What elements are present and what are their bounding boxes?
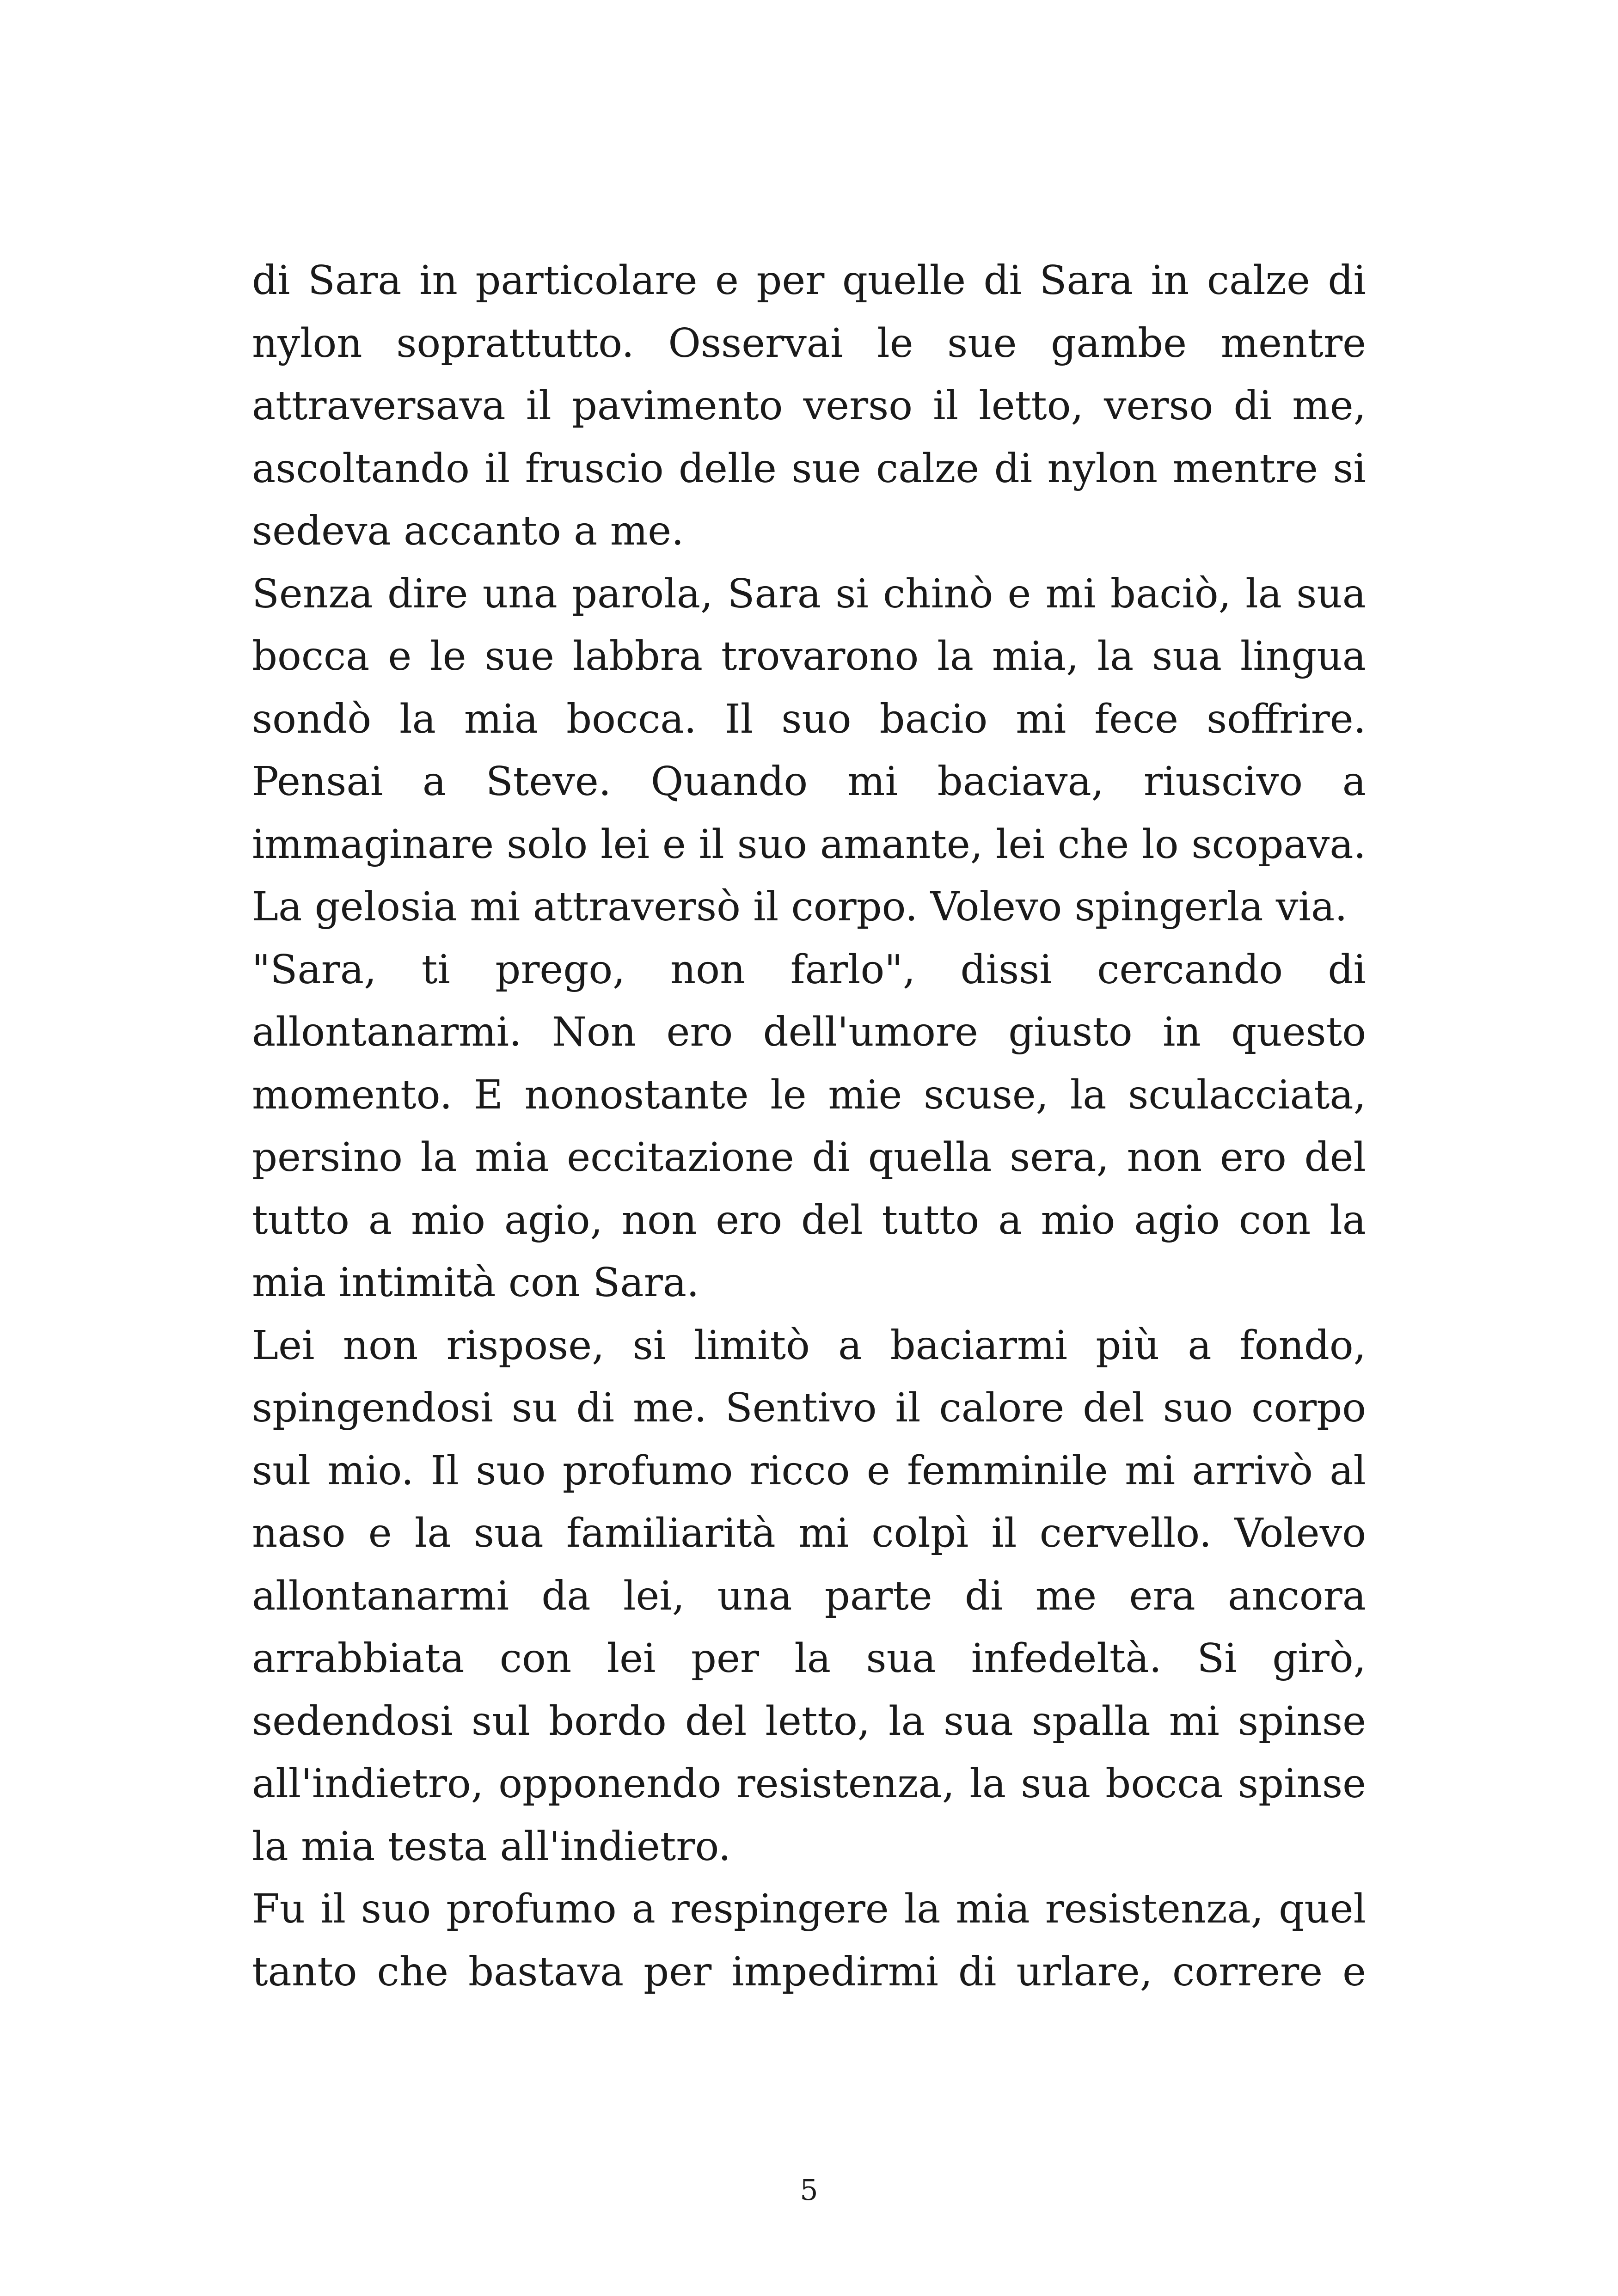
- paragraph-3: "Sara, ti prego, non farlo", dissi cercando di allontanarmi. Non ero dell'umore giusto in questo momento. E nonostante le mie scuse, la sculacciata, persino la mia eccitazione di quella sera, non ero del tutto a mio agio, non ero del tutto a mio agio con la mia intimità con Sara.: [252, 946, 1366, 1306]
- paragraph-5: Fu il suo profumo a respingere la mia resistenza, quel tanto che bastava per impedirmi di urlare, correre e: [252, 1886, 1366, 1995]
- page-number: 5: [800, 2173, 818, 2207]
- paragraph-4: Lei non rispose, si limitò a baciarmi più a fondo, spingendosi su di me. Sentivo il calore del suo corpo sul mio. Il suo profumo ricco e femminile mi arrivò al naso e la sua familiarità mi colpì il cervello. Volevo allontanarmi da lei, una parte di me era ancora arrabbiata con lei per la sua infedeltà. Si girò, sedendosi sul bordo del letto, la sua spalla mi spinse all'indietro, opponendo resistenza, la sua bocca spinse la mia testa all'indietro.: [252, 1322, 1366, 1870]
- paragraph-1: di Sara in particolare e per quelle di Sara in calze di nylon soprattutto. Osservai le sue gambe mentre attraversava il pavimento verso il letto, verso di me, ascoltando il fruscio delle sue calze di nylon mentre si sedeva accanto a me.: [252, 257, 1366, 554]
- paragraph-2: Senza dire una parola, Sara si chinò e mi baciò, la sua bocca e le sue labbra trovarono la mia, la sua lingua sondò la mia bocca. Il suo bacio mi fece soffrire. Pensai a Steve. Quando mi baciava, riuscivo a immaginare solo lei e il suo amante, lei che lo scopava. La gelosia mi attraversò il corpo. Volevo spingerla via.: [252, 570, 1366, 930]
- body-text: [252, 250, 1366, 2003]
